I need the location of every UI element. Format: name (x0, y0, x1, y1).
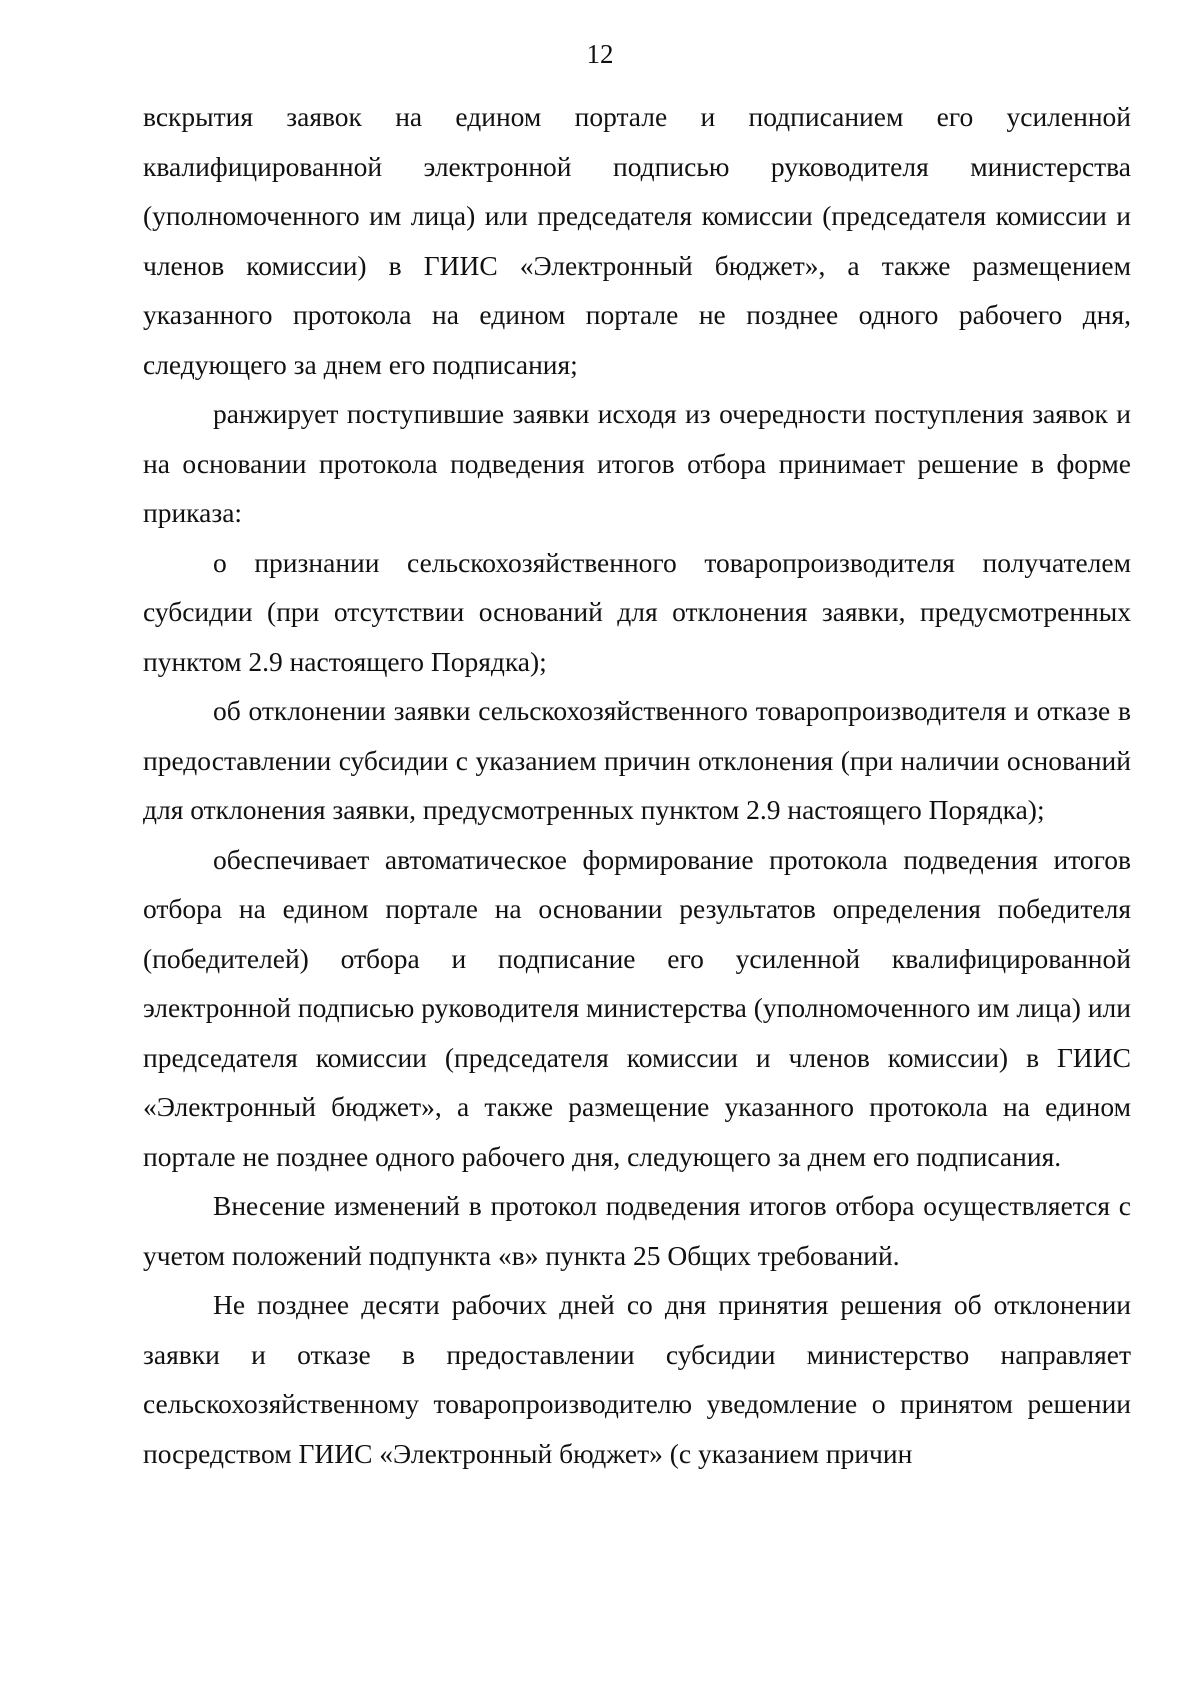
paragraph-protocol: обеспечивает автоматическое формирование протокола подведения итогов отбора на едином портале на основании результатов определения победителя (победителей) отбора и подписание его усиленной квалифицированной электронной подписью руководителя министерства (уполномоченного им лица) или председателя комиссии (председателя комиссии и членов комиссии) в ГИИС «Электронный бюджет», а также размещение указанного протокола на едином портале не позднее одного рабочего дня, следующего за днем его подписания. (143, 843, 1131, 1172)
paragraph-notification: Не позднее десяти рабочих дней со дня принятия решения об отклонении заявки и отказе в предоставлении субсидии министерство направляет сельскохозяйственному товаропроизводителю уведомление о принятом решении посредством ГИИС «Электронный бюджет» (с указанием причин (143, 1289, 1131, 1469)
paragraph-amendments: Внесение изменений в протокол подведения итогов отбора осуществляется с учетом положений подпункта «в» пункта 25 Общих требований. (143, 1190, 1131, 1271)
paragraph-rejection: об отклонении заявки сельскохозяйственного товаропроизводителя и отказе в предоставлении субсидии с указанием причин отклонения (при наличии оснований для отклонения заявки, предусмотренных пунктом 2.9 настоящего Порядка); (143, 695, 1131, 825)
document-body (143, 92, 1131, 1478)
paragraph-continuation: вскрытия заявок на едином портале и подписанием его усиленной квалифицированной электронной подписью руководителя министерства (уполномоченного им лица) или председателя комиссии (председателя комиссии и членов комиссии) в ГИИС «Электронный бюджет», а также размещением указанного протокола на едином портале не позднее одного рабочего дня, следующего за днем его подписания; (143, 101, 1131, 380)
page-number: 12 (586, 39, 614, 69)
paragraph-ranking: ранжирует поступившие заявки исходя из очередности поступления заявок и на основании протокола подведения итогов отбора принимает решение в форме приказа: (143, 398, 1131, 528)
paragraph-recognition: о признании сельскохозяйственного товаропроизводителя получателем субсидии (при отсутствии оснований для отклонения заявки, предусмотренных пунктом 2.9 настоящего Порядка); (143, 546, 1131, 677)
